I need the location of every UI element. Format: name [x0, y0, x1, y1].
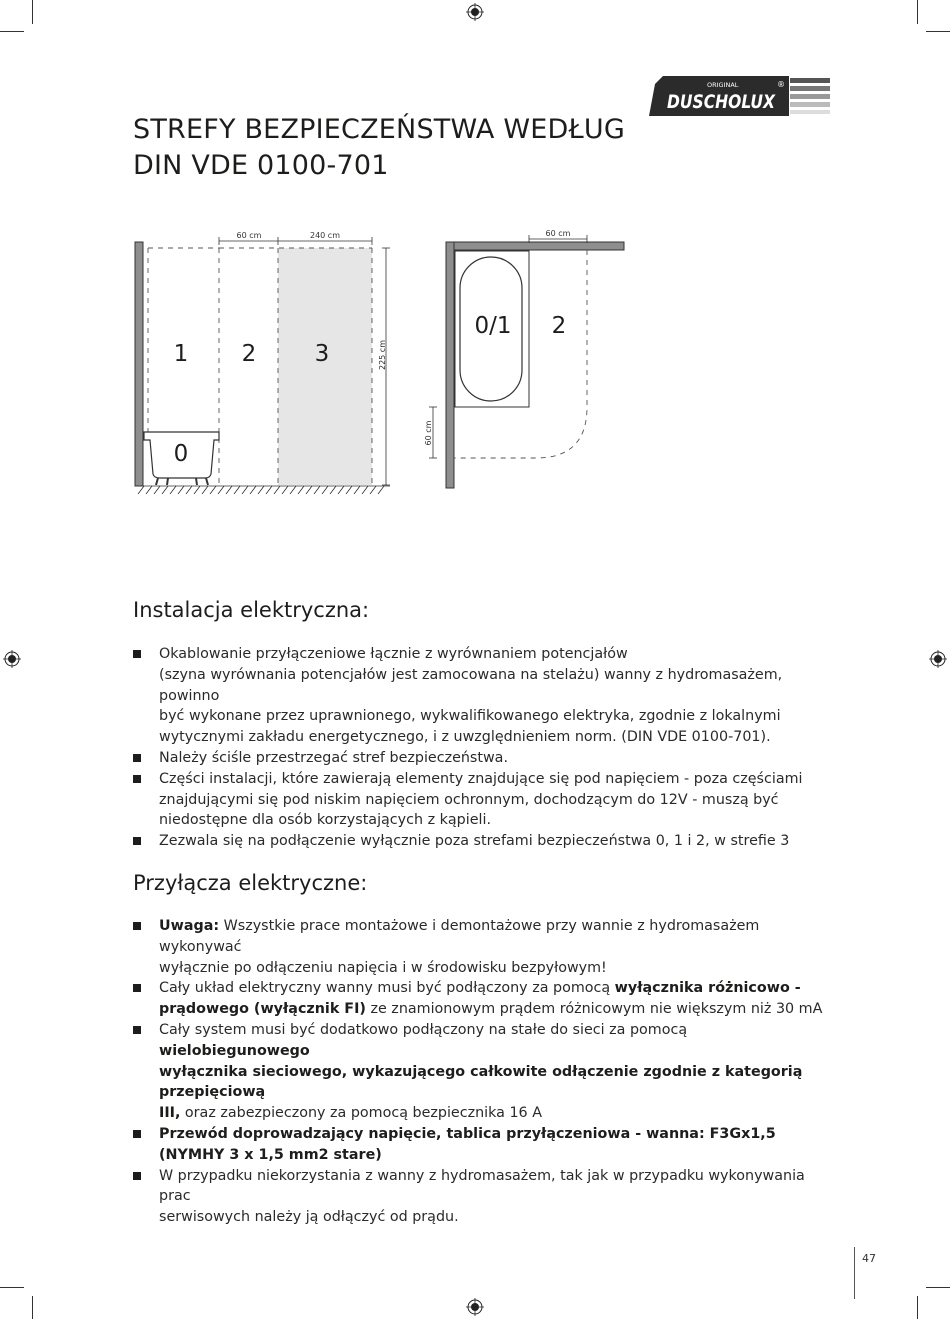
list-item-line — [159, 999, 838, 1020]
list-item-bold: wyłącznika różnicowo - — [614, 980, 801, 997]
list-item-bold: wielobiegunowego — [159, 1042, 310, 1059]
dim-240cm-label: 240 cm — [309, 231, 341, 240]
section-heading-connections: Przyłącza elektryczne: — [133, 871, 368, 895]
zone-0-label: 0 — [173, 441, 189, 467]
registered-mark: ® — [777, 80, 785, 89]
dim-225cm-label: 225 cm — [378, 339, 387, 371]
list-item-text: ze znamionowym prądem różnicowym nie większym niż 30 mA — [365, 1001, 823, 1018]
zone-2-label: 2 — [241, 341, 257, 367]
list-item-bold: Przewód doprowadzający napięcie, tablica przyłączeniowa - wanna: F3Gx1,5 — [159, 1125, 776, 1142]
list-item-text: oraz zabezpieczony za pomocą bezpiecznika 16 A — [180, 1105, 542, 1122]
list-item-line: znajdującymi się pod niskim napięciem ochronnym, dochodzącym do 12V - muszą być — [159, 791, 779, 808]
page-number-rule — [854, 1247, 855, 1299]
registration-mark-icon — [466, 1298, 484, 1316]
list-item-text: Wszystkie prace montażowe i demontażowe przy wannie z hydromasażem wykonywać — [159, 918, 760, 955]
list-item-line: (szyna wyrównania potencjałów jest zamocowana na stelażu) wanny z hydromasażem, powinno — [159, 666, 783, 704]
crop-mark — [32, 0, 33, 24]
list-item — [133, 769, 838, 831]
top-wall — [446, 242, 624, 250]
list-item-line — [159, 1103, 838, 1124]
page-title — [133, 112, 693, 184]
list-item — [133, 748, 838, 769]
warning-label: Uwaga: — [159, 918, 220, 934]
duscholux-logo — [649, 76, 834, 116]
connections-list — [133, 916, 838, 1228]
list-item — [133, 978, 838, 1020]
list-item-text: Cały system musi być dodatkowo podłączony na stałe do sieci za pomocą — [159, 1021, 688, 1038]
registration-mark-icon — [929, 650, 947, 668]
dim-60cm-side-label: 60 cm — [424, 420, 433, 446]
crop-mark — [926, 1287, 950, 1288]
list-item-line: wytycznymi zakładu energetycznego, i z uwzględnieniem norm. (DIN VDE 0100-701). — [159, 729, 771, 746]
list-item-line — [159, 1145, 838, 1166]
side-view-diagram — [135, 231, 390, 494]
list-item — [133, 644, 838, 748]
list-item — [133, 831, 838, 852]
list-item-line: wyłącznie po odłączeniu napięcia i w środowisku bezpyłowym! — [159, 959, 607, 976]
crop-mark — [0, 31, 24, 32]
crop-mark — [926, 31, 950, 32]
top-view-diagram — [424, 229, 624, 488]
list-item-line — [159, 1124, 838, 1145]
zone-3-label: 3 — [314, 341, 330, 367]
crop-mark — [32, 1296, 33, 1319]
page-number: 47 — [862, 1252, 876, 1265]
installation-list — [133, 644, 838, 852]
list-item-bold: III, — [159, 1105, 181, 1122]
title-line-1: STREFY BEZPIECZEŃSTWA WEDŁUG — [133, 114, 625, 145]
logo-small-text: ORIGINAL — [707, 81, 739, 89]
list-item-line: Okablowanie przyłączeniowe łącznie z wyrównaniem potencjałów — [159, 646, 628, 662]
zone-2-top-label: 2 — [551, 313, 567, 339]
dim-60cm-top-label: 60 cm — [545, 229, 571, 238]
crop-mark — [917, 0, 918, 24]
list-item — [133, 1124, 838, 1166]
list-item-line — [159, 916, 838, 958]
list-item-line — [159, 1020, 838, 1062]
list-item-text: Cały układ elektryczny wanny musi być podłączony za pomocą — [159, 980, 615, 997]
list-item-line: W przypadku niekorzystania z wanny z hydromasażem, tak jak w przypadku wykonywania prac — [159, 1167, 805, 1205]
list-item-line: Części instalacji, które zawierają elementy znajdujące się pod napięciem - poza częściami — [159, 770, 803, 787]
list-item — [133, 1020, 838, 1124]
side-wall — [446, 242, 454, 488]
crop-mark — [0, 1287, 24, 1288]
list-item — [133, 916, 838, 978]
list-item-line — [159, 978, 838, 999]
safety-zones-diagram — [125, 222, 635, 502]
list-item-line — [159, 1062, 838, 1104]
list-item — [133, 1166, 838, 1228]
wall — [135, 242, 143, 486]
registration-mark-icon — [3, 650, 21, 668]
list-item-line: serwisowych należy ją odłączyć od prądu. — [159, 1209, 459, 1226]
dim-60cm-label: 60 cm — [236, 231, 262, 240]
zone-1-label: 1 — [173, 341, 189, 367]
list-item-bold: (NYMHY 3 x 1,5 mm2 stare) — [159, 1146, 382, 1163]
floor-hatching — [135, 486, 390, 494]
logo-brand-text: DUSCHOLUX — [667, 91, 777, 113]
list-item-bold: prądowego (wyłącznik FI) — [159, 1001, 366, 1018]
zone-01-label: 0/1 — [474, 313, 512, 339]
list-item-line: Zezwala się na podłączenie wyłącznie poza strefami bezpieczeństwa 0, 1 i 2, w strefie 3 — [159, 833, 790, 850]
section-heading-installation: Instalacja elektryczna: — [133, 598, 370, 622]
list-item-line: niedostępne dla osób korzystających z kąpieli. — [159, 812, 492, 829]
list-item-line: Należy ściśle przestrzegać stref bezpieczeństwa. — [159, 749, 508, 766]
list-item-bold: wyłącznika sieciowego, wykazującego całkowite odłączenie zgodnie z kategorią przepięciową — [159, 1063, 803, 1101]
registration-mark-icon — [466, 3, 484, 21]
crop-mark — [917, 1296, 918, 1319]
list-item-line: być wykonane przez uprawnionego, wykwalifikowanego elektryka, zgodnie z lokalnymi — [159, 708, 781, 725]
title-line-2: DIN VDE 0100-701 — [133, 150, 389, 181]
